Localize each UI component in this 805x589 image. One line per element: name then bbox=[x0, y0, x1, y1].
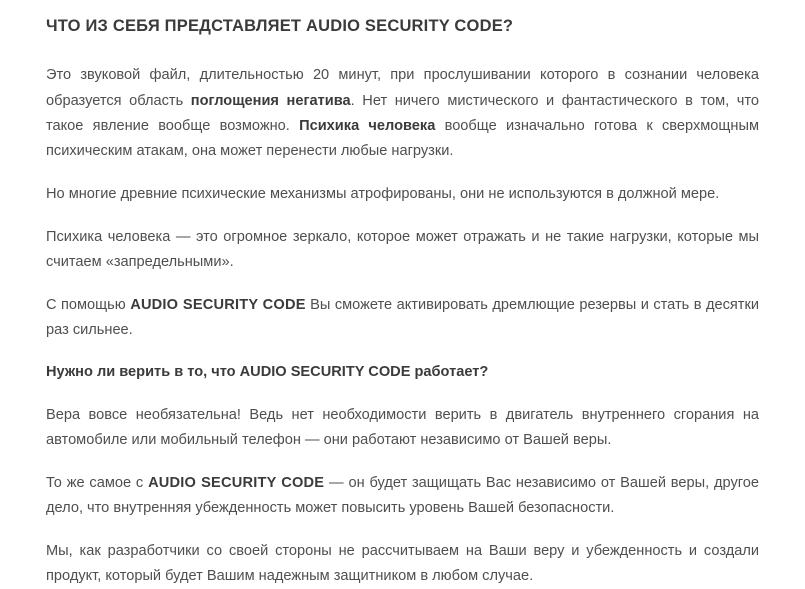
paragraph-1-text-b: . Нет ничего мистического и фантастического в том, что такое явление вообще возможно. bbox=[46, 92, 759, 134]
paragraph-1 bbox=[46, 63, 759, 163]
paragraph-2: Но многие древние психические механизмы атрофированы, они не используются в должной мере. bbox=[46, 185, 720, 202]
paragraph-1-emphasis-b: Психика человека bbox=[299, 117, 436, 134]
paragraph-4-text-a: С помощью bbox=[46, 297, 131, 314]
paragraph-6-product-name: AUDIO SECURITY CODE bbox=[148, 474, 325, 491]
paragraph-4 bbox=[46, 293, 759, 343]
paragraph-3: Психика человека — это огромное зеркало, которое может отражать и не такие нагрузки, которые мы считаем «запредельными». bbox=[46, 228, 759, 270]
paragraph-1-emphasis-a: поглощения негатива bbox=[190, 92, 351, 109]
paragraph-6-text-a: То же самое с bbox=[46, 474, 149, 491]
paragraph-4-text-b: Вы сможете активировать дремлющие резервы и стать в десятки раз сильнее. bbox=[46, 297, 759, 339]
page-title: ЧТО ИЗ СЕБЯ ПРЕДСТАВЛЯЕТ AUDIO SECURITY CODE? bbox=[46, 17, 514, 35]
paragraph-7: Мы, как разработчики со своей стороны не рассчитываем на Ваши веру и убежденность и создали продукт, который будет Вашим надежным защитником в любом случае. bbox=[46, 543, 759, 585]
subsection-title: Нужно ли верить в то, что AUDIO SECURITY CODE работает? bbox=[46, 364, 489, 381]
paragraph-6-text-b: — он будет защищать Вас независимо от Вашей веры, другое дело, что внутренняя убежденность может повысить уровень Вашей безопасности. bbox=[46, 474, 759, 516]
paragraph-1-text-a: Это звуковой файл, длительностью 20 минут, при прослушивании которого в сознании человека образуется область bbox=[46, 67, 759, 109]
paragraph-4-product-name: AUDIO SECURITY CODE bbox=[130, 297, 306, 314]
paragraph-5: Вера вовсе необязательна! Ведь нет необходимости верить в двигатель внутреннего сгорания на автомобиле или мобильный телефон — они работают независимо от Вашей веры. bbox=[46, 406, 759, 448]
paragraph-6 bbox=[46, 471, 759, 521]
paragraph-1-text-c: вообще изначально готова к сверхмощным психическим атакам, она может перенести любые нагрузки. bbox=[46, 117, 759, 159]
